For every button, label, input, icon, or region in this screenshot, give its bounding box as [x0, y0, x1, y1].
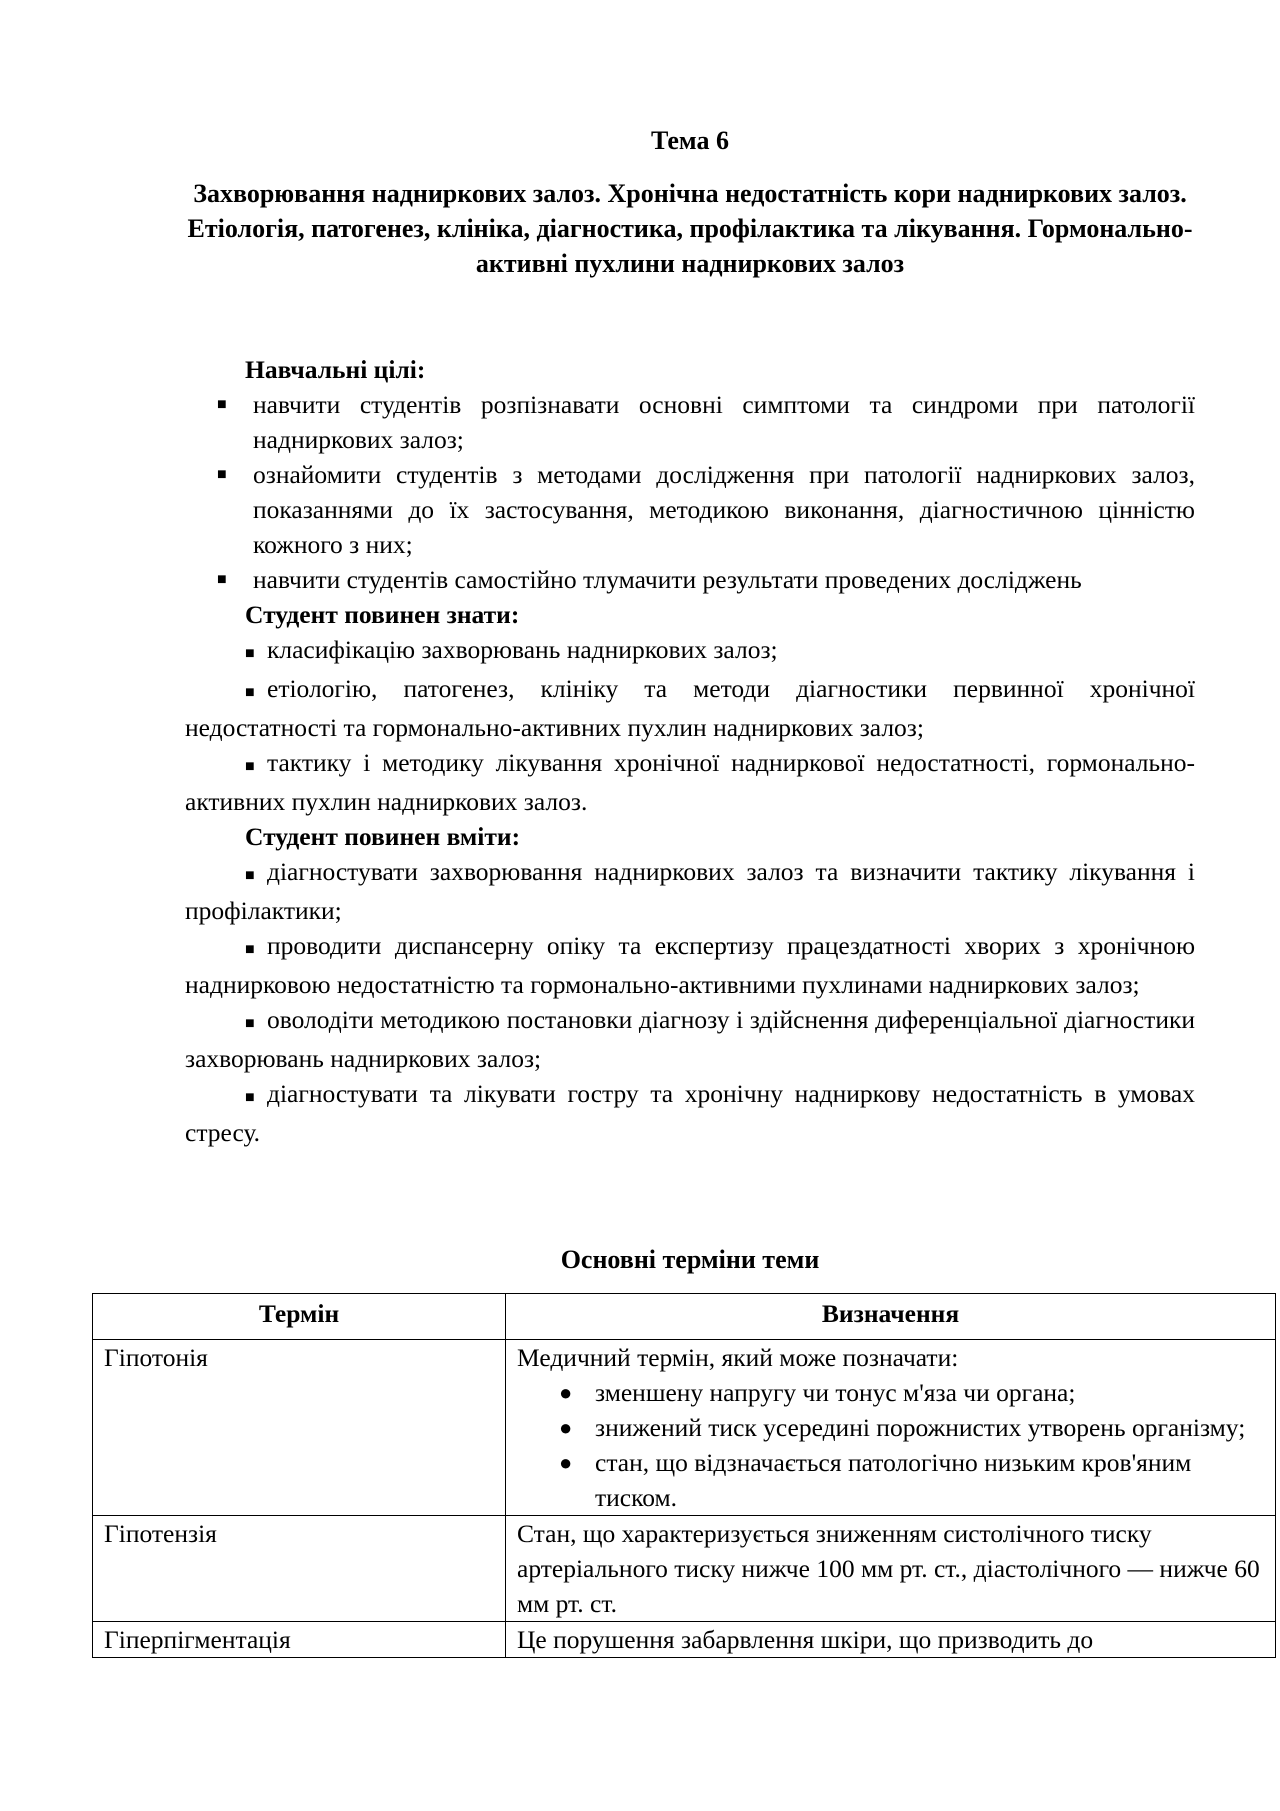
column-header-definition: Визначення: [506, 1294, 1276, 1340]
round-bullet-icon: ●: [559, 1415, 573, 1440]
terms-heading: Основні терміни теми: [560, 1245, 820, 1274]
table-row: [93, 1622, 1276, 1658]
definition-bullets: [517, 1375, 1264, 1515]
terms-table: [92, 1293, 1276, 1658]
table-row: [93, 1340, 1276, 1516]
square-bullet-icon: ■: [217, 466, 227, 483]
goal-item: ■ навчити студентів розпізнавати основні симптоми та синдроми при патології надниркових залоз;: [185, 387, 1195, 457]
know-item: ■ етіологію, патогенез, клініку та методи діагностики первинної хронічної недостатності та гормонально-активних пухлин надниркових залоз;: [185, 674, 1195, 742]
term-cell: Гіпотензія: [93, 1516, 506, 1622]
can-item: ■ діагностувати та лікувати гостру та хронічну надниркову недостатність в умовах стресу.: [185, 1079, 1195, 1147]
can-heading: Студент повинен вміти:: [245, 822, 521, 851]
square-bullet-icon: ■: [245, 684, 255, 701]
definition-cell: [506, 1340, 1276, 1516]
square-bullet-icon: ■: [245, 941, 255, 958]
goal-item: ■ навчити студентів самостійно тлумачити результати проведених досліджень: [185, 562, 1195, 597]
definition-intro: Медичний термін, який може позначати:: [517, 1343, 959, 1372]
square-bullet-icon: ■: [217, 571, 227, 588]
column-header-term: Термін: [93, 1294, 506, 1340]
know-item: ■ тактику і методику лікування хронічної надниркової недостатності, гормонально-активних пухлин надниркових залоз.: [185, 748, 1195, 816]
goals-heading: Навчальні цілі:: [245, 355, 426, 384]
list-item: ● знижений тиск усередині порожнистих утворень організму;: [517, 1410, 1264, 1445]
term-cell: Гіперпігментація: [93, 1622, 506, 1658]
know-heading: Студент повинен знати:: [245, 600, 520, 629]
know-item: ■ класифікацію захворювань надниркових залоз;: [185, 632, 1195, 671]
square-bullet-icon: ■: [245, 645, 255, 662]
can-item: ■ діагностувати захворювання надниркових залоз та визначити тактику лікування і профілактики;: [185, 857, 1195, 925]
round-bullet-icon: ●: [559, 1380, 573, 1405]
topic-title: Захворювання надниркових залоз. Хронічна недостатність кори надниркових залоз. Етіологія, патогенез, клініка, діагностика, профілактика та лікування. Гормонально-активні пухлини надниркових залоз: [187, 179, 1193, 278]
square-bullet-icon: ■: [245, 758, 255, 775]
list-item: ● стан, що відзначається патологічно низьким кров'яним тиском.: [517, 1445, 1264, 1515]
table-row: [93, 1516, 1276, 1622]
square-bullet-icon: ■: [245, 1089, 255, 1106]
document-content: [185, 352, 1195, 1150]
definition-cell: Стан, що характеризується зниженням систолічного тиску артеріального тиску нижче 100 мм рт. ст., діастолічного — нижче 60 мм рт. ст.: [506, 1516, 1276, 1622]
can-item: ■ оволодіти методикою постановки діагнозу і здійснення диференціальної діагностики захворювань надниркових залоз;: [185, 1005, 1195, 1073]
goal-item: ■ ознайомити студентів з методами дослідження при патології надниркових залоз, показаннями до їх застосування, методикою виконання, діагностичною цінністю кожного з них;: [185, 457, 1195, 562]
square-bullet-icon: ■: [245, 867, 255, 884]
definition-cell: Це порушення забарвлення шкіри, що призводить до: [506, 1622, 1276, 1658]
term-cell: Гіпотонія: [93, 1340, 506, 1516]
goals-list: [185, 387, 1195, 597]
table-header-row: [93, 1294, 1276, 1340]
square-bullet-icon: ■: [217, 396, 227, 413]
round-bullet-icon: ●: [559, 1450, 573, 1475]
square-bullet-icon: ■: [245, 1015, 255, 1032]
can-item: ■ проводити диспансерну опіку та експертизу працездатності хворих з хронічною наднирковою недостатністю та гормонально-активними пухлинами надниркових залоз;: [185, 931, 1195, 999]
list-item: ● зменшену напругу чи тонус м'яза чи органа;: [517, 1375, 1264, 1410]
topic-number: Тема 6: [651, 126, 729, 155]
